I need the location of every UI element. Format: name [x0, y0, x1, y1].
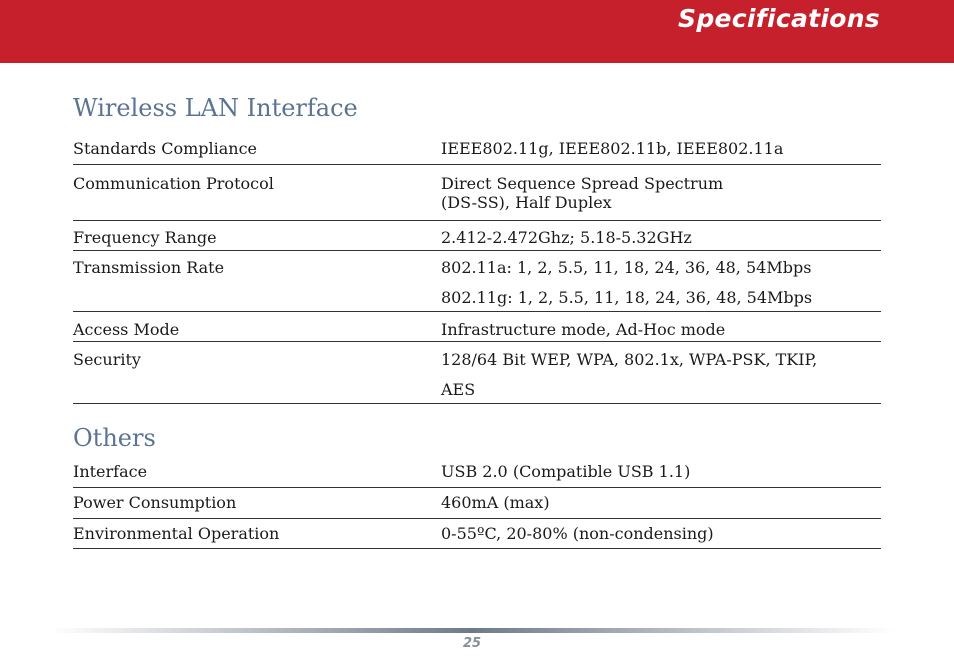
- spec-table-others: [73, 462, 881, 549]
- spec-value-line: USB 2.0 (Compatible USB 1.1): [441, 462, 691, 481]
- spec-value-line: IEEE802.11g, IEEE802.11b, IEEE802.11a: [441, 139, 784, 158]
- spec-row: [73, 312, 881, 342]
- spec-value-line: 802.11g: 1, 2, 5.5, 11, 18, 24, 36, 48, 54Mbps: [441, 288, 813, 307]
- spec-value: [441, 493, 550, 513]
- spec-value-line: (DS-SS), Half Duplex: [441, 193, 612, 212]
- header-banner: [0, 0, 954, 63]
- spec-row: [73, 488, 881, 519]
- spec-row: [73, 221, 881, 251]
- spec-value: [441, 320, 725, 340]
- spec-label: Interface: [73, 462, 148, 481]
- spec-value-line: AES: [441, 380, 476, 399]
- spec-label: Frequency Range: [73, 228, 217, 247]
- spec-row: [73, 342, 881, 404]
- spec-label: Power Consumption: [73, 493, 237, 512]
- spec-label: Access Mode: [73, 320, 180, 339]
- spec-value: [441, 139, 783, 159]
- spec-row: [73, 139, 881, 165]
- spec-value: [441, 524, 714, 544]
- spec-value: [441, 174, 723, 213]
- footer-divider: [50, 628, 894, 633]
- spec-value-line: 802.11a: 1, 2, 5.5, 11, 18, 24, 36, 48, 54Mbps: [441, 258, 812, 277]
- page-title: Specifications: [678, 4, 880, 33]
- spec-label: Environmental Operation: [73, 524, 280, 543]
- spec-value: [441, 228, 692, 248]
- spec-row: [73, 251, 881, 312]
- spec-value-line: 128/64 Bit WEP, WPA, 802.1x, WPA-PSK, TKIP,: [441, 350, 818, 369]
- spec-value-line: Infrastructure mode, Ad-Hoc mode: [441, 320, 726, 339]
- section-title-wireless: Wireless LAN Interface: [73, 94, 358, 122]
- spec-row: [73, 519, 881, 549]
- section-title-others: Others: [73, 424, 156, 452]
- spec-value: [441, 258, 812, 308]
- spec-table-wireless: [73, 139, 881, 404]
- spec-label: Transmission Rate: [73, 258, 225, 277]
- spec-label: Security: [73, 350, 141, 369]
- spec-row: [73, 462, 881, 488]
- spec-row: [73, 165, 881, 221]
- spec-value: [441, 462, 690, 482]
- spec-label: Standards Compliance: [73, 139, 257, 158]
- spec-label: Communication Protocol: [73, 174, 274, 193]
- spec-value-line: Direct Sequence Spread Spectrum: [441, 174, 724, 193]
- spec-value-line: 2.412-2.472Ghz; 5.18-5.32GHz: [441, 228, 692, 247]
- page-number: 25: [462, 636, 482, 651]
- spec-value-line: 460mA (max): [441, 493, 550, 512]
- spec-value: [441, 350, 817, 400]
- spec-value-line: 0-55ºC, 20-80% (non-condensing): [441, 524, 714, 543]
